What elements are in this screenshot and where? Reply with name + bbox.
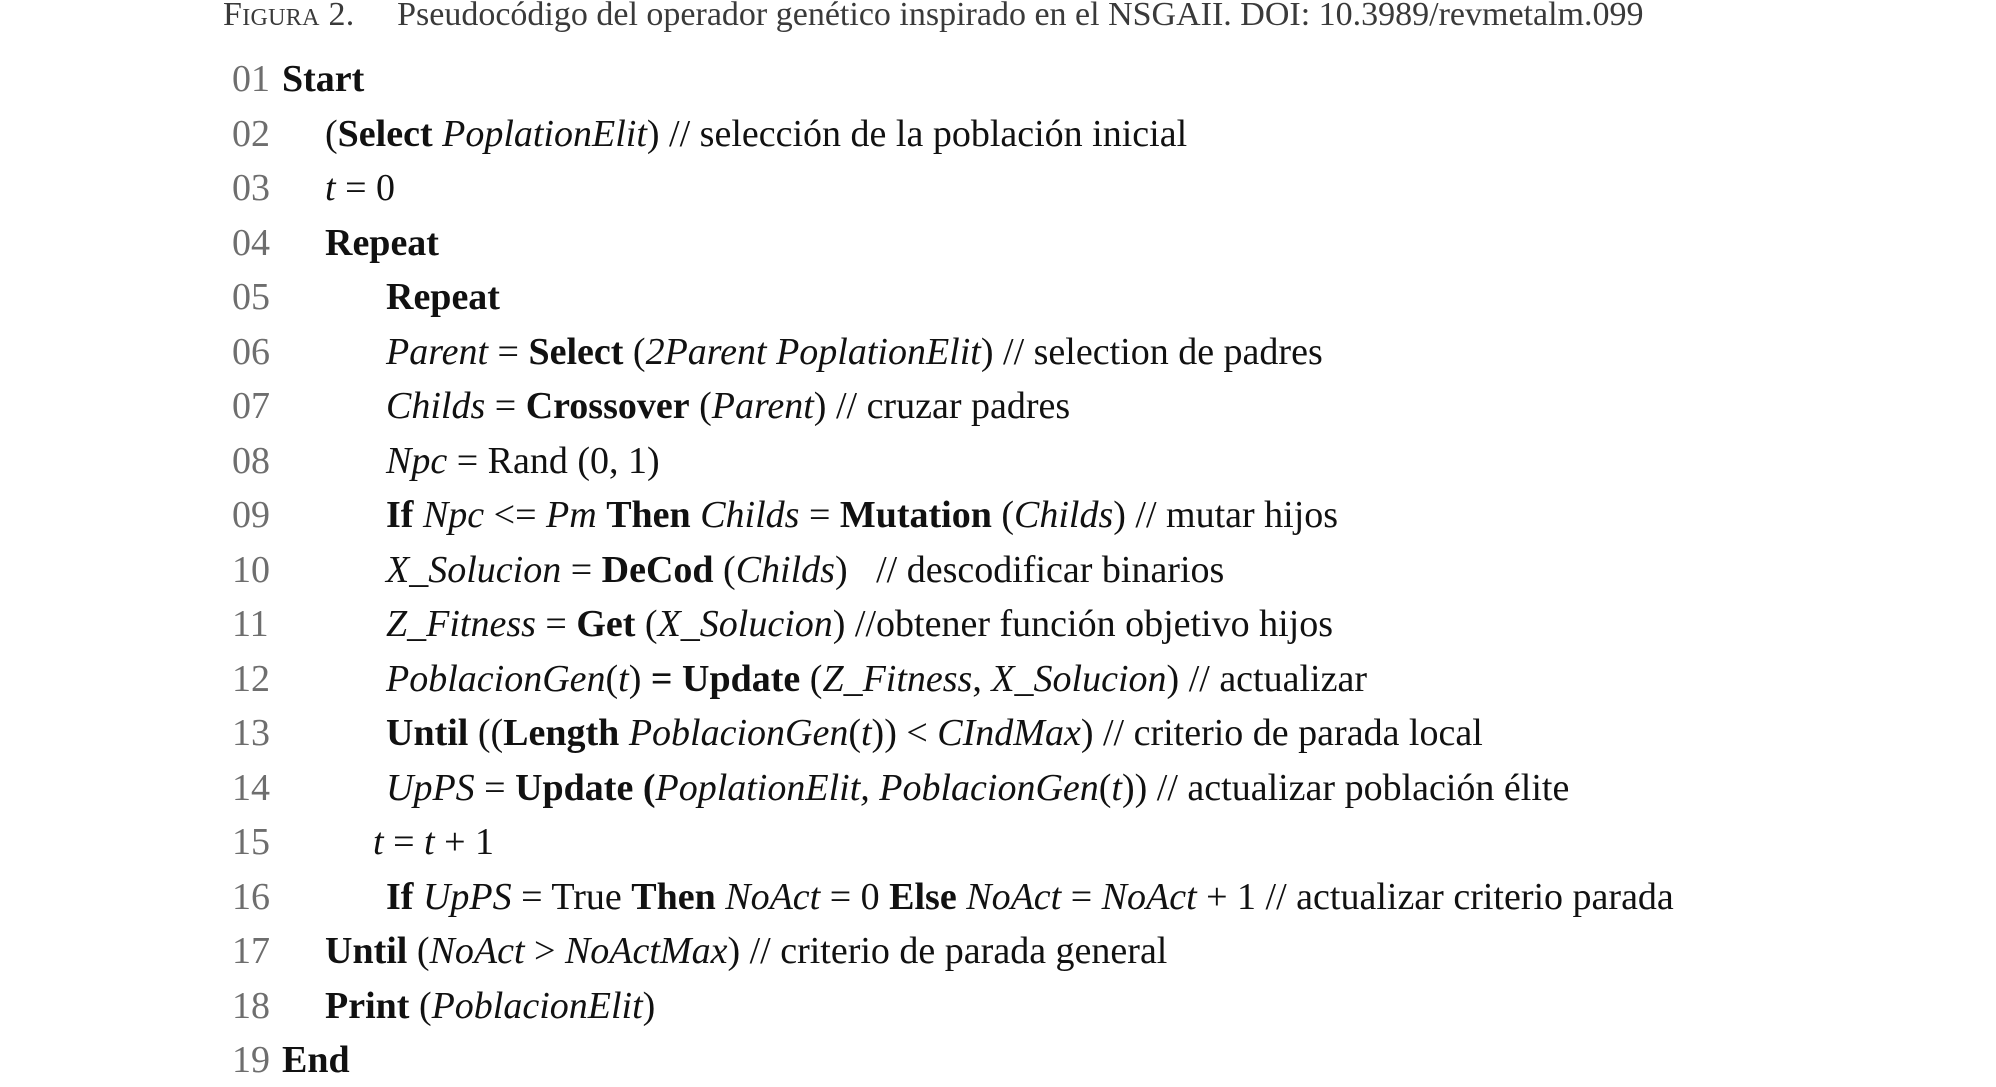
code-token: Update ( (515, 766, 656, 809)
code-token: CIndMax (937, 712, 1081, 754)
code-token: ) // selection de padres (980, 330, 1323, 373)
code-line (0, 52, 1996, 106)
code-token: ( (623, 330, 646, 373)
code-token: (( (468, 712, 504, 754)
line-number: 03 (232, 167, 270, 209)
code-token: End (282, 1039, 350, 1081)
code-token: Until (386, 712, 469, 754)
code-token: NoAct (429, 930, 525, 972)
code-token: X_Solucion (386, 548, 562, 591)
line-content (386, 325, 1323, 379)
line-content (386, 597, 1333, 651)
code-token: Z_Fitness (822, 657, 973, 700)
line-content (386, 270, 500, 324)
code-token: ( (407, 930, 430, 972)
code-token: PoplationElit (442, 112, 647, 155)
code-token: Npc (386, 439, 448, 482)
code-token: ) // descodificar binarios (834, 548, 1225, 591)
code-token: t (424, 821, 435, 863)
code-token: X_Solucion (657, 603, 833, 645)
code-token: Repeat (325, 221, 439, 264)
line-number: 08 (232, 439, 270, 482)
code-token: + 1 // actualizar criterio parada (1196, 875, 1674, 918)
line-number: 11 (232, 603, 269, 645)
line-number: 10 (232, 548, 270, 591)
code-token: NoActMax (564, 930, 728, 972)
code-token: = (535, 603, 577, 645)
code-token: t (860, 712, 872, 754)
code-token: = (488, 330, 529, 373)
line-number: 19 (232, 1039, 270, 1081)
code-token: ) (628, 657, 642, 700)
code-token: , (972, 657, 992, 700)
code-token: If (386, 875, 414, 918)
code-line (0, 652, 1996, 706)
code-token: t (373, 821, 384, 863)
line-content (325, 979, 655, 1033)
code-token: = (561, 548, 602, 591)
code-token (413, 876, 423, 918)
line-content (386, 488, 1338, 542)
code-token: NoAct (1101, 875, 1197, 918)
code-token: DeCod (601, 548, 714, 591)
line-content (386, 706, 1483, 760)
code-token: ) // mutar hijos (1113, 494, 1339, 536)
code-token: Pm (546, 494, 597, 536)
code-line (0, 325, 1996, 379)
code-line (0, 924, 1996, 978)
code-token: Get (576, 603, 636, 645)
code-line (0, 706, 1996, 760)
code-line (0, 379, 1996, 433)
line-content (386, 870, 1674, 924)
code-line (0, 597, 1996, 651)
code-token (716, 876, 726, 918)
code-token: = 0 (335, 167, 395, 209)
line-number: 14 (232, 766, 270, 809)
code-token: ) //obtener función objetivo hijos (832, 603, 1334, 645)
code-token (619, 712, 629, 754)
code-token: Else (889, 875, 957, 918)
code-token: X_Solucion (991, 657, 1167, 700)
code-line (0, 434, 1996, 488)
code-token: = 0 (820, 875, 890, 918)
code-token: = (474, 766, 516, 809)
code-token (597, 494, 607, 536)
code-line (0, 543, 1996, 597)
code-token: t (1111, 766, 1122, 809)
line-content (325, 107, 1187, 161)
code-token: ( (689, 385, 712, 427)
code-token: Childs (386, 385, 486, 427)
code-token: Select (528, 330, 624, 373)
line-content (373, 815, 494, 869)
code-token (691, 494, 701, 536)
line-number: 17 (232, 930, 270, 972)
code-line (0, 107, 1996, 161)
code-token: = (485, 385, 526, 427)
code-token: Crossover (525, 385, 690, 427)
code-token: PoblacionElit (431, 984, 643, 1027)
code-token: = True (511, 875, 632, 918)
line-content (325, 924, 1167, 978)
code-token: ) // criterio de parada general (727, 930, 1168, 972)
line-content (386, 379, 1070, 433)
code-token: )) < (871, 712, 938, 754)
line-content (386, 761, 1569, 815)
line-number: 18 (232, 984, 270, 1027)
code-token: Childs (735, 548, 835, 591)
code-line (0, 979, 1996, 1033)
line-content (325, 216, 439, 270)
line-number: 15 (232, 821, 270, 863)
code-token (957, 876, 967, 918)
code-token: = (1061, 875, 1102, 918)
code-token (433, 113, 443, 155)
code-line (0, 270, 1996, 324)
code-token: ( (991, 494, 1015, 536)
code-token: ) (642, 984, 656, 1027)
code-token: 2Parent PoplationElit (645, 330, 981, 373)
code-token: > (524, 930, 565, 972)
code-token: Print (325, 984, 410, 1027)
code-token: ) // selección de la población inicial (646, 112, 1188, 155)
line-number: 12 (232, 657, 270, 700)
code-line (0, 488, 1996, 542)
code-token: Start (282, 58, 365, 100)
code-token: Mutation (839, 494, 992, 536)
code-token: Z_Fitness (386, 603, 536, 645)
code-token: NoAct (966, 875, 1062, 918)
code-token: Npc (422, 494, 485, 536)
code-token: Select (337, 112, 433, 155)
line-number: 02 (232, 112, 270, 155)
code-token: <= (484, 494, 547, 536)
line-content (282, 1033, 350, 1087)
code-token: UpPS (386, 766, 475, 809)
code-line (0, 216, 1996, 270)
code-token: )) // actualizar población élite (1121, 766, 1570, 809)
code-token: = Update (641, 657, 801, 700)
code-token: UpPS (422, 875, 512, 918)
code-token: Until (325, 930, 408, 972)
line-number: 09 (232, 494, 270, 536)
caption-text: Pseudocódigo del operador genético inspirado en el NSGAII. DOI: 10.3989/revmetalm.099 (397, 0, 1644, 33)
code-token: Repeat (386, 276, 500, 318)
line-number: 16 (232, 875, 270, 918)
code-token: + 1 (434, 821, 494, 863)
code-token: ( (325, 112, 338, 155)
line-content (282, 52, 364, 106)
code-token: Then (631, 875, 716, 918)
code-token: t (325, 167, 336, 209)
code-token: ( (713, 548, 736, 591)
code-token: ( (848, 712, 861, 754)
code-token: ( (1098, 766, 1112, 809)
code-token: PoplationElit, PoblacionGen (655, 766, 1099, 809)
code-token: t (618, 657, 629, 700)
code-token: Parent (711, 385, 814, 427)
code-token: ) // actualizar (1166, 657, 1367, 700)
code-token: = Rand (0, 1) (447, 439, 660, 482)
line-content (386, 434, 660, 488)
caption-label: Figura 2. (223, 0, 355, 33)
code-token (413, 494, 423, 536)
code-token: ) // criterio de parada local (1080, 712, 1483, 754)
code-token: = (383, 821, 424, 863)
code-line (0, 161, 1996, 215)
code-token: PoblacionGen (628, 712, 849, 754)
code-token: = (799, 494, 840, 536)
code-line (0, 761, 1996, 815)
code-token: PoblacionGen (386, 657, 606, 700)
code-line (0, 870, 1996, 924)
code-token: ( (605, 657, 619, 700)
line-number: 04 (232, 221, 270, 264)
line-content (325, 161, 395, 215)
line-content (386, 652, 1367, 706)
line-number: 01 (232, 58, 270, 100)
line-number: 06 (232, 330, 270, 373)
code-token: Childs (1014, 494, 1114, 536)
code-token: ( (800, 657, 823, 700)
code-token: Childs (700, 494, 800, 536)
code-line (0, 1033, 1996, 1087)
line-content (386, 543, 1224, 597)
code-token: Parent (386, 330, 489, 373)
code-token: ( (635, 603, 658, 645)
line-number: 13 (232, 712, 270, 754)
code-token: ) // cruzar padres (813, 385, 1071, 427)
code-token: If (386, 494, 414, 536)
code-token: Then (606, 494, 691, 536)
code-token: Length (503, 712, 620, 754)
line-number: 07 (232, 385, 270, 427)
line-number: 05 (232, 276, 270, 318)
code-token: ( (409, 984, 432, 1027)
code-line (0, 815, 1996, 869)
code-token: NoAct (725, 875, 821, 918)
